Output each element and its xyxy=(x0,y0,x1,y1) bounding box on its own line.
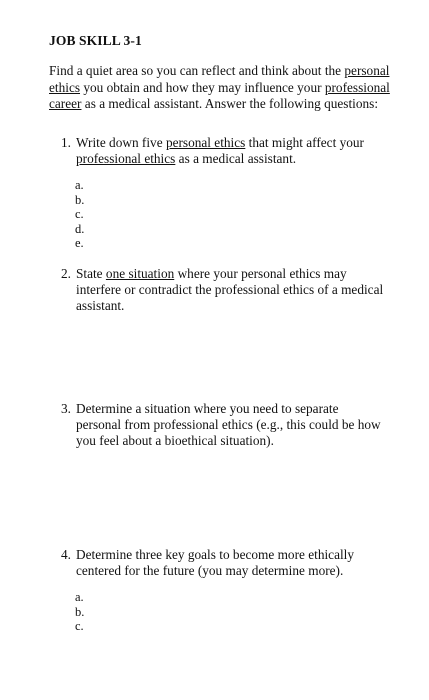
question-3 xyxy=(61,401,386,449)
answer-line-label: b. xyxy=(75,604,85,619)
question-2-text-1: State xyxy=(76,266,106,281)
question-4-number: 4. xyxy=(61,547,71,562)
question-4 xyxy=(61,547,386,579)
intro-text-1: Find a quiet area so you can reflect and think about the xyxy=(49,63,345,78)
intro-underline-personal-ethics: personal ethics xyxy=(49,63,390,95)
question-2-text xyxy=(76,266,386,314)
intro-paragraph xyxy=(49,63,394,113)
question-1-text-3: as a medical assistant. xyxy=(175,151,297,166)
question-1-answer-list xyxy=(75,178,84,251)
intro-text-2: you obtain and how they may influence your xyxy=(80,79,325,95)
question-4-answer-list xyxy=(75,590,84,634)
intro-underline-professional-career: professional career xyxy=(49,79,390,111)
question-4-text: Determine three key goals to become more ethically centered for the future (you may determine more). xyxy=(76,547,355,578)
answer-line-label: c. xyxy=(75,207,84,222)
question-3-text: Determine a situation where you need to separate personal from professional ethics (e.g., this could be how you feel about a bioethical situation). xyxy=(76,401,381,448)
answer-line-label: a. xyxy=(75,178,84,192)
question-2-underline-one-situation: one situation xyxy=(105,266,175,281)
question-3-number: 3. xyxy=(61,401,71,416)
question-1-text xyxy=(76,135,386,167)
question-1-number: 1. xyxy=(61,135,71,150)
answer-line-label: c. xyxy=(75,619,84,634)
question-2-number: 2. xyxy=(61,266,71,281)
question-1-underline-professional-ethics: professional ethics xyxy=(76,151,176,166)
answer-line-label: a. xyxy=(75,590,84,604)
question-2-text-2: where your personal ethics may interfere or contradict the professional ethics of a medical assistant. xyxy=(76,266,384,313)
intro-text-3: as a medical assistant. Answer the following questions: xyxy=(81,96,379,111)
answer-line-label: e. xyxy=(75,236,84,251)
question-2 xyxy=(61,266,386,314)
question-1-underline-personal-ethics: personal ethics xyxy=(165,135,246,150)
question-1-text-1: Write down five xyxy=(76,135,166,150)
page-title: JOB SKILL 3-1 xyxy=(49,33,142,48)
question-1-text-2: that might affect your xyxy=(245,135,364,150)
answer-line-label: d. xyxy=(75,221,85,236)
answer-line-label: b. xyxy=(75,192,85,207)
question-1 xyxy=(61,135,386,167)
